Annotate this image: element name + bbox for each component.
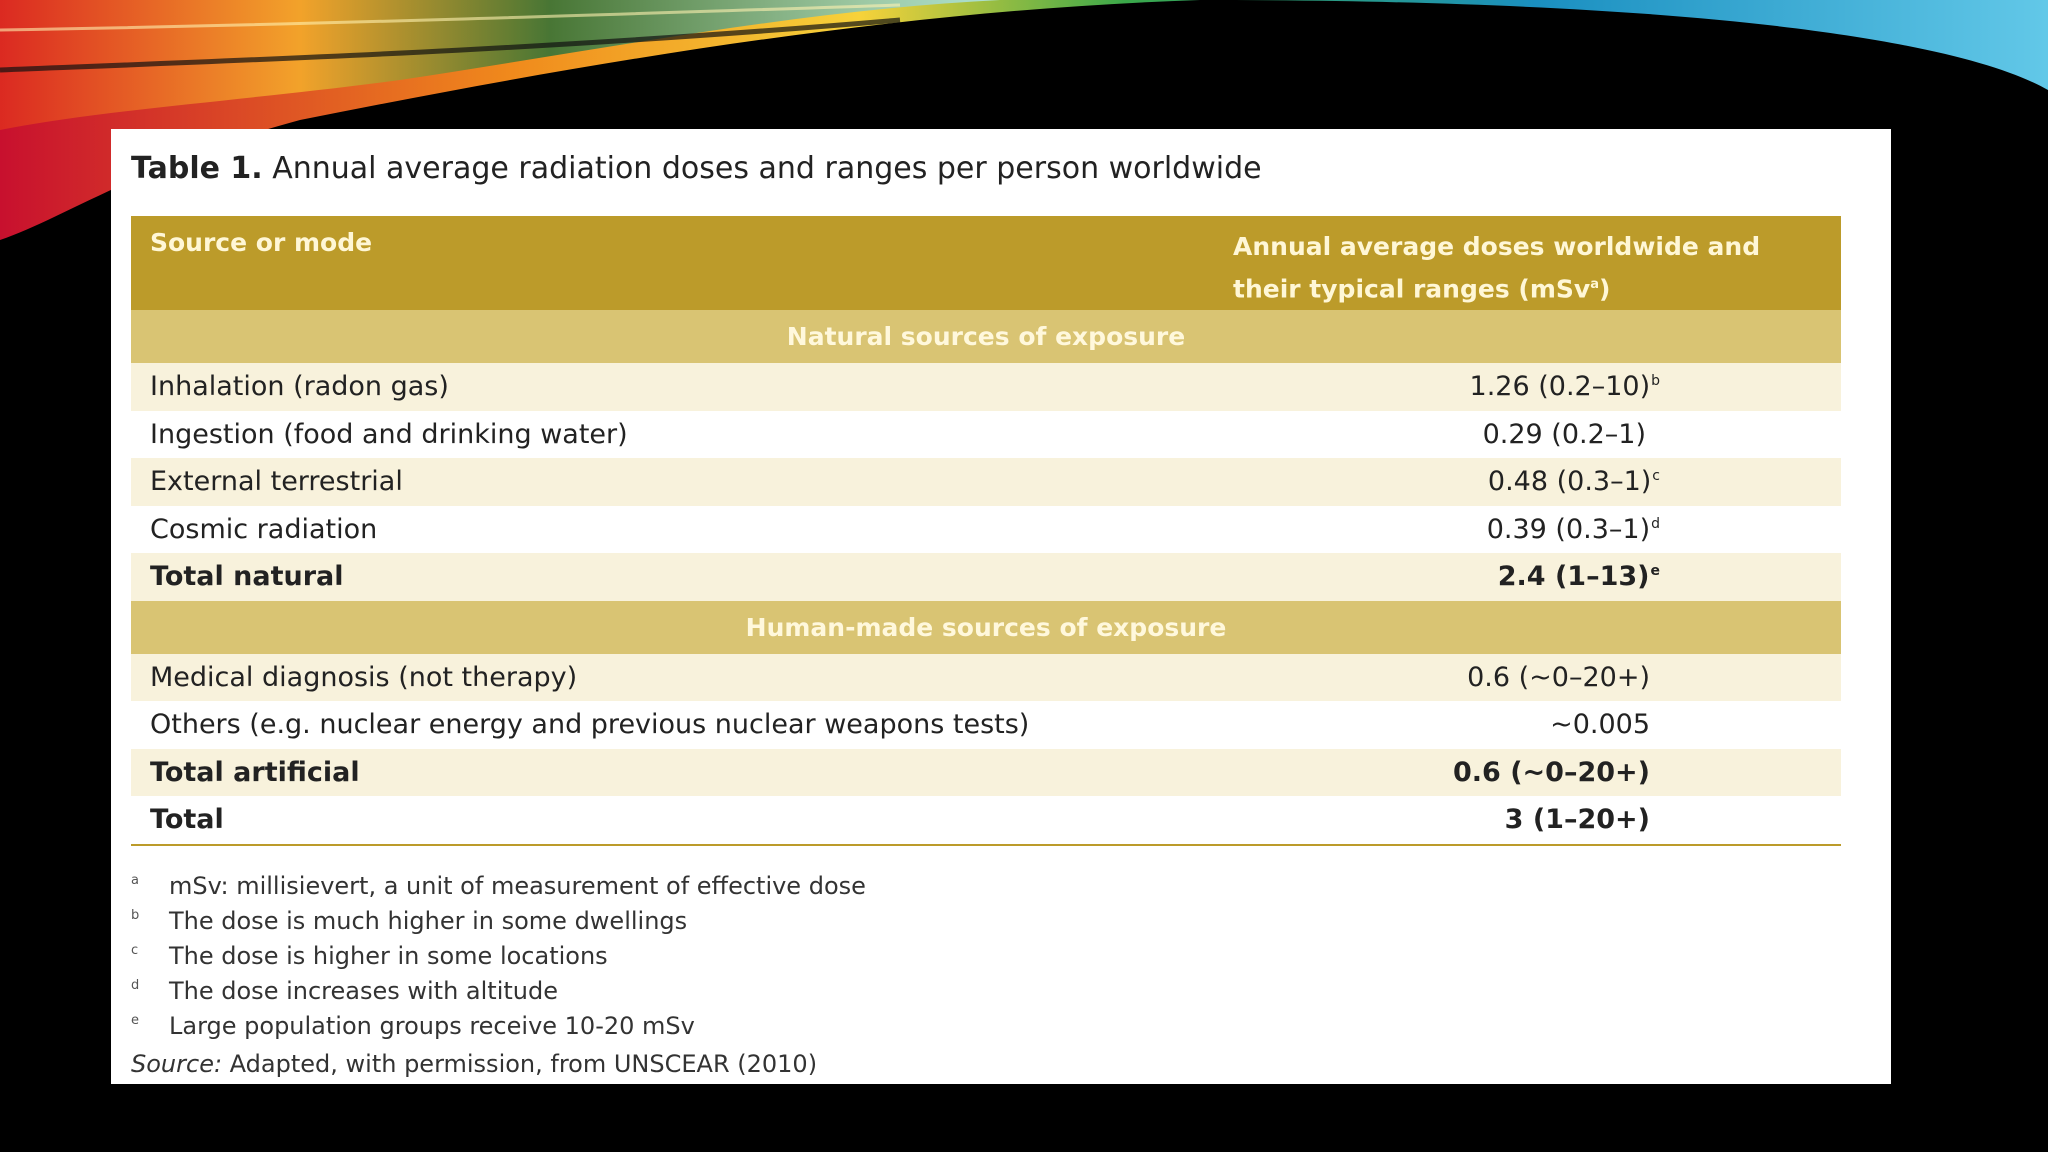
table-row-total: Total 3 (1–20+) bbox=[150, 804, 1650, 836]
table-row: Others (e.g. nuclear energy and previous nuclear weapons tests) ~0.005 bbox=[150, 709, 1650, 741]
table-row: Inhalation (radon gas) 1.26 $(0.2-10)^b$ bbox=[131, 363, 1841, 411]
table-row: External terrestrial 0.48 $(0.3-1)^c$ bbox=[131, 458, 1841, 506]
table-panel: Table 1. Annual average radiation doses and ranges per person worldwide Source or mode Annual average doses worldwide and their typical ranges (mSv$^a$) Natural sources of exposure Inhalation (radon gas) 1.26 $(0.2-10)^b$ Ingestion (food and drinking water) 0.29 (0.2–1) External terrestrial 0.48 $(0.3-1)^c$ Cosmic radiation 0.39 $(0.3-1)^d$ Total natural 2.4 $(1-13)^e$ Human-made sources of exposure Medical diagnosis (not therapy) 0.6 (~0–20+) Others (e.g. nuclear energy and previous nuclear weapons tests) ~0.005 Total artificial 0.6 (~0–20+) Total 3 (1–20+) a mSv: millisievert, a unit of measurement of effective dose b The dose is much higher in some dwellings c The dose is higher in some locations d The dose increases with altitude e Large population groups receive 10-20 mSv Source: Adapted, with permission, from UNSCEAR (2010) bbox=[111, 129, 1891, 1084]
section-human-made: Human-made sources of exposure bbox=[131, 601, 1841, 654]
section-natural: Natural sources of exposure bbox=[131, 310, 1841, 363]
table-row: Medical diagnosis (not therapy) 0.6 (~0–20+) bbox=[131, 654, 1841, 702]
table-caption bbox=[131, 151, 1262, 186]
table-row: Cosmic radiation 0.39 $(0.3-1)^d$ bbox=[150, 513, 1660, 545]
source-line: Source: Adapted, with permission, from UNSCEAR (2010) bbox=[131, 1050, 818, 1078]
table-header bbox=[131, 216, 1841, 310]
header-source: Source or mode bbox=[150, 228, 373, 257]
header-doses: Annual average doses worldwide and their typical ranges (mSv$^a$) bbox=[1233, 232, 1761, 304]
table-row-total-artificial: Total artificial 0.6 (~0–20+) bbox=[131, 749, 1841, 797]
caption-label: Table 1. bbox=[131, 151, 263, 186]
table-row: Ingestion (food and drinking water) 0.29 (0.2–1) bbox=[150, 418, 1646, 450]
table-bottom-rule bbox=[131, 844, 1841, 846]
caption-text: Annual average radiation doses and ranges per person worldwide bbox=[262, 151, 1262, 186]
table-row-total-natural: Total natural 2.4 $(1-13)^e$ bbox=[131, 553, 1841, 601]
dose-table bbox=[131, 216, 1841, 846]
